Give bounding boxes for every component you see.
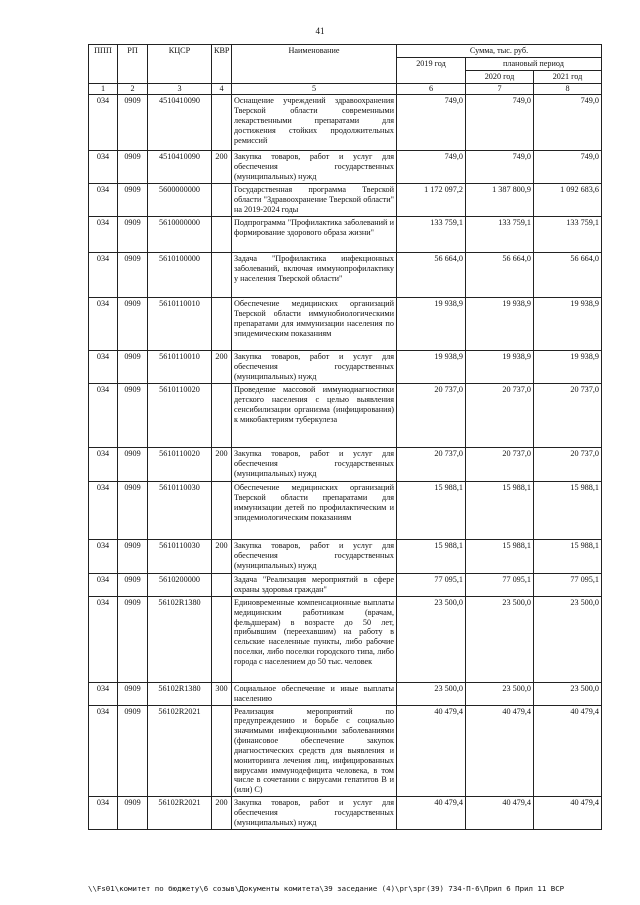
kvr-cell: 200 <box>212 797 232 830</box>
kvr-cell <box>212 482 232 540</box>
ppp-cell: 034 <box>89 574 118 597</box>
amount-2021-cell: 40 479,4 <box>534 705 602 797</box>
ppp-cell: 034 <box>89 253 118 298</box>
kvr-cell <box>212 298 232 351</box>
rp-cell: 0909 <box>118 540 148 574</box>
amount-2021-cell: 20 737,0 <box>534 384 602 448</box>
kvr-cell <box>212 253 232 298</box>
ppp-cell: 034 <box>89 217 118 253</box>
amount-2021-cell: 15 988,1 <box>534 482 602 540</box>
amount-2020-cell: 15 988,1 <box>466 482 534 540</box>
kcsr-cell: 5610110010 <box>148 351 212 384</box>
kvr-cell <box>212 95 232 151</box>
header-planned: плановый период <box>466 57 602 70</box>
kvr-cell: 200 <box>212 351 232 384</box>
ppp-cell: 034 <box>89 540 118 574</box>
header-sum: Сумма, тыс. руб. <box>397 45 602 58</box>
name-cell: Закупка товаров, работ и услуг для обеспечения государственных (муниципальных) нужд <box>232 151 397 184</box>
table-row <box>89 682 602 705</box>
kcsr-cell: 56102R2021 <box>148 797 212 830</box>
amount-2021-cell: 19 938,9 <box>534 351 602 384</box>
column-index-row <box>89 83 602 95</box>
amount-2019-cell: 77 095,1 <box>397 574 466 597</box>
index-cell: 3 <box>148 83 212 95</box>
amount-2019-cell: 15 988,1 <box>397 482 466 540</box>
header-rp: РП <box>118 45 148 84</box>
rp-cell: 0909 <box>118 705 148 797</box>
footer-file-path: \\Fs01\комитет по бюджету\6 созыв\Документы комитета\39 заседание (4)\рг\зрг(39) 734-П-6\Прил 6 Прил 11 ВСР <box>88 884 565 893</box>
index-cell: 6 <box>397 83 466 95</box>
amount-2019-cell: 749,0 <box>397 95 466 151</box>
name-cell: Закупка товаров, работ и услуг для обеспечения государственных (муниципальных) нужд <box>232 351 397 384</box>
amount-2019-cell: 56 664,0 <box>397 253 466 298</box>
index-cell: 8 <box>534 83 602 95</box>
table-row <box>89 217 602 253</box>
amount-2020-cell: 133 759,1 <box>466 217 534 253</box>
header-kcsr: КЦСР <box>148 45 212 84</box>
kvr-cell <box>212 596 232 682</box>
amount-2020-cell: 20 737,0 <box>466 384 534 448</box>
index-cell: 2 <box>118 83 148 95</box>
amount-2021-cell: 40 479,4 <box>534 797 602 830</box>
ppp-cell: 034 <box>89 95 118 151</box>
amount-2020-cell: 40 479,4 <box>466 797 534 830</box>
name-cell: Обеспечение медицинских организаций Тверской области препаратами для иммунизации детей по профилактическим и эпидемиологическим показаниям <box>232 482 397 540</box>
amount-2020-cell: 19 938,9 <box>466 351 534 384</box>
kvr-cell <box>212 574 232 597</box>
kvr-cell: 200 <box>212 151 232 184</box>
header-kvr: КВР <box>212 45 232 84</box>
kcsr-cell: 5610200000 <box>148 574 212 597</box>
amount-2020-cell: 20 737,0 <box>466 448 534 482</box>
table-row <box>89 253 602 298</box>
amount-2021-cell: 15 988,1 <box>534 540 602 574</box>
name-cell: Задача "Реализация мероприятий в сфере охраны здоровья граждан" <box>232 574 397 597</box>
amount-2020-cell: 15 988,1 <box>466 540 534 574</box>
name-cell: Задача "Профилактика инфекционных заболеваний, включая иммунопрофилактику у населения Тверской области" <box>232 253 397 298</box>
amount-2020-cell: 1 387 800,9 <box>466 184 534 217</box>
rp-cell: 0909 <box>118 596 148 682</box>
name-cell: Проведение массовой иммунодиагностики детского населения с целью выявления сенсибилизации организма (инфицирования) к микобактериям туберкулеза <box>232 384 397 448</box>
kvr-cell: 200 <box>212 540 232 574</box>
kvr-cell: 200 <box>212 448 232 482</box>
amount-2019-cell: 19 938,9 <box>397 298 466 351</box>
page-number: 41 <box>315 26 325 36</box>
kcsr-cell: 5610110010 <box>148 298 212 351</box>
kcsr-cell: 5610000000 <box>148 217 212 253</box>
index-cell: 4 <box>212 83 232 95</box>
amount-2019-cell: 20 737,0 <box>397 384 466 448</box>
amount-2021-cell: 23 500,0 <box>534 596 602 682</box>
ppp-cell: 034 <box>89 298 118 351</box>
amount-2019-cell: 23 500,0 <box>397 596 466 682</box>
amount-2021-cell: 749,0 <box>534 95 602 151</box>
name-cell: Обеспечение медицинских организаций Тверской области иммунобиологическими препаратами для иммунизации населения по эпидемическим показаниям <box>232 298 397 351</box>
amount-2020-cell: 23 500,0 <box>466 596 534 682</box>
table-row <box>89 151 602 184</box>
rp-cell: 0909 <box>118 682 148 705</box>
rp-cell: 0909 <box>118 482 148 540</box>
amount-2019-cell: 133 759,1 <box>397 217 466 253</box>
kvr-cell: 300 <box>212 682 232 705</box>
index-cell: 1 <box>89 83 118 95</box>
header-row-1 <box>89 45 602 58</box>
ppp-cell: 034 <box>89 705 118 797</box>
table-row <box>89 482 602 540</box>
rp-cell: 0909 <box>118 184 148 217</box>
table-row <box>89 184 602 217</box>
amount-2021-cell: 749,0 <box>534 151 602 184</box>
index-cell: 5 <box>232 83 397 95</box>
ppp-cell: 034 <box>89 151 118 184</box>
rp-cell: 0909 <box>118 217 148 253</box>
name-cell: Подпрограмма "Профилактика заболеваний и формирование здорового образа жизни" <box>232 217 397 253</box>
ppp-cell: 034 <box>89 682 118 705</box>
kcsr-cell: 5610100000 <box>148 253 212 298</box>
kvr-cell <box>212 384 232 448</box>
kcsr-cell: 5610110020 <box>148 384 212 448</box>
amount-2020-cell: 23 500,0 <box>466 682 534 705</box>
amount-2021-cell: 56 664,0 <box>534 253 602 298</box>
kvr-cell <box>212 705 232 797</box>
amount-2021-cell: 1 092 683,6 <box>534 184 602 217</box>
kcsr-cell: 56102R2021 <box>148 705 212 797</box>
ppp-cell: 034 <box>89 384 118 448</box>
table-body <box>89 95 602 830</box>
amount-2019-cell: 15 988,1 <box>397 540 466 574</box>
amount-2020-cell: 40 479,4 <box>466 705 534 797</box>
amount-2019-cell: 19 938,9 <box>397 351 466 384</box>
rp-cell: 0909 <box>118 448 148 482</box>
table-row <box>89 351 602 384</box>
amount-2019-cell: 23 500,0 <box>397 682 466 705</box>
rp-cell: 0909 <box>118 797 148 830</box>
name-cell: Государственная программа Тверской области "Здравоохранение Тверской области" на 2019-2024 годы <box>232 184 397 217</box>
rp-cell: 0909 <box>118 253 148 298</box>
ppp-cell: 034 <box>89 797 118 830</box>
index-cell: 7 <box>466 83 534 95</box>
header-2021: 2021 год <box>534 70 602 83</box>
budget-table <box>88 44 602 830</box>
rp-cell: 0909 <box>118 574 148 597</box>
amount-2019-cell: 749,0 <box>397 151 466 184</box>
table-row <box>89 797 602 830</box>
amount-2021-cell: 19 938,9 <box>534 298 602 351</box>
amount-2020-cell: 19 938,9 <box>466 298 534 351</box>
amount-2020-cell: 77 095,1 <box>466 574 534 597</box>
rp-cell: 0909 <box>118 95 148 151</box>
name-cell: Закупка товаров, работ и услуг для обеспечения государственных (муниципальных) нужд <box>232 448 397 482</box>
ppp-cell: 034 <box>89 448 118 482</box>
name-cell: Социальное обеспечение и иные выплаты населению <box>232 682 397 705</box>
name-cell: Оснащение учреждений здравоохранения Тверской области современными лекарственными препаратами для достижения стойких продолжительных ремиссий <box>232 95 397 151</box>
amount-2020-cell: 749,0 <box>466 95 534 151</box>
rp-cell: 0909 <box>118 384 148 448</box>
amount-2021-cell: 77 095,1 <box>534 574 602 597</box>
ppp-cell: 034 <box>89 184 118 217</box>
table-row <box>89 596 602 682</box>
table-row <box>89 95 602 151</box>
amount-2019-cell: 40 479,4 <box>397 705 466 797</box>
name-cell: Единовременные компенсационные выплаты медицинским работникам (врачам, фельдшерам) в возрасте до 50 лет, прибывшим (переехавшим) на работу в сельские населенные пункты, либо рабочие поселки, либо поселки городского типа, либо города с населением до 50 тыс. человек <box>232 596 397 682</box>
rp-cell: 0909 <box>118 351 148 384</box>
header-2020: 2020 год <box>466 70 534 83</box>
table-row <box>89 574 602 597</box>
kcsr-cell: 4510410090 <box>148 151 212 184</box>
ppp-cell: 034 <box>89 596 118 682</box>
amount-2019-cell: 1 172 097,2 <box>397 184 466 217</box>
ppp-cell: 034 <box>89 351 118 384</box>
kcsr-cell: 5600000000 <box>148 184 212 217</box>
table-row <box>89 705 602 797</box>
rp-cell: 0909 <box>118 298 148 351</box>
kvr-cell <box>212 184 232 217</box>
kcsr-cell: 56102R1380 <box>148 682 212 705</box>
kcsr-cell: 4510410090 <box>148 95 212 151</box>
kcsr-cell: 56102R1380 <box>148 596 212 682</box>
table-row <box>89 540 602 574</box>
ppp-cell: 034 <box>89 482 118 540</box>
rp-cell: 0909 <box>118 151 148 184</box>
name-cell: Закупка товаров, работ и услуг для обеспечения государственных (муниципальных) нужд <box>232 540 397 574</box>
kvr-cell <box>212 217 232 253</box>
amount-2019-cell: 40 479,4 <box>397 797 466 830</box>
amount-2020-cell: 749,0 <box>466 151 534 184</box>
table-row <box>89 298 602 351</box>
amount-2021-cell: 133 759,1 <box>534 217 602 253</box>
amount-2021-cell: 23 500,0 <box>534 682 602 705</box>
table-row <box>89 448 602 482</box>
kcsr-cell: 5610110030 <box>148 540 212 574</box>
name-cell: Реализация мероприятий по предупреждению и борьбе с социально значимыми инфекционными заболеваниями (финансовое обеспечение закупок диагностических средств для выявления и мониторинга лечения лиц, инфицированных вирусами иммунодефицита человека, в том числе в сочетании с вирусами гепатитов B и (или) C) <box>232 705 397 797</box>
table-row <box>89 384 602 448</box>
header-name: Наименование <box>232 45 397 84</box>
name-cell: Закупка товаров, работ и услуг для обеспечения государственных (муниципальных) нужд <box>232 797 397 830</box>
amount-2021-cell: 20 737,0 <box>534 448 602 482</box>
header-2019: 2019 год <box>397 57 466 83</box>
kcsr-cell: 5610110020 <box>148 448 212 482</box>
amount-2020-cell: 56 664,0 <box>466 253 534 298</box>
header-ppp: ППП <box>89 45 118 84</box>
kcsr-cell: 5610110030 <box>148 482 212 540</box>
amount-2019-cell: 20 737,0 <box>397 448 466 482</box>
